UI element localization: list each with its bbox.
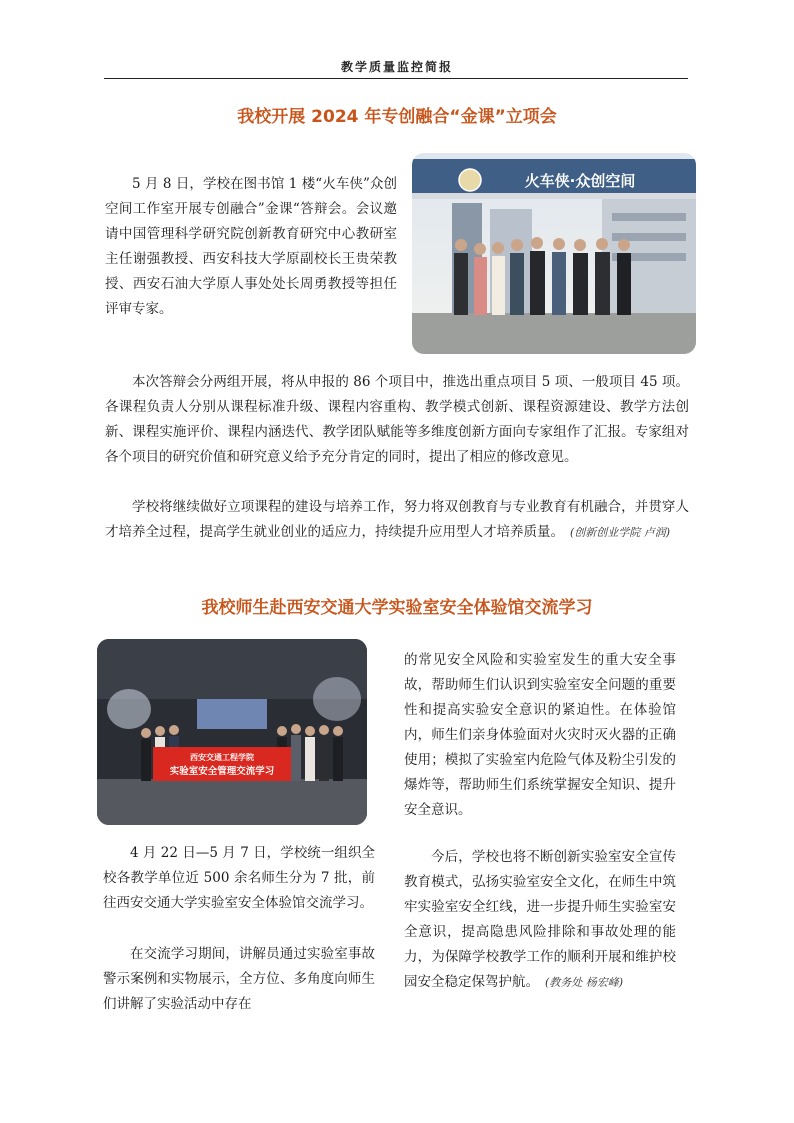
article2-right-para2-block: [404, 845, 676, 995]
article2-signature: (教务处 杨宏峰): [545, 976, 624, 989]
article1-para1: 5 月 8 日，学校在图书馆 1 楼“火车侠”众创空间工作室开展专创融合”金课“答辩会。会议邀请中国管理科学研究院创新教育研究中心教研室主任谢强教授、西安科技大学原副校长王贵荣教授、西安石油大学原人事处处长周勇教授等担任评审专家。: [105, 176, 397, 317]
article1-title: 我校开展 2024 年专创融合“金课”立项会: [237, 107, 557, 127]
article1-photo: [412, 153, 696, 354]
article2-right-para2: 今后，学校也将不断创新实验室安全宣传教育模式，弘扬实验室安全文化，在师生中筑牢实验室安全红线，进一步提升师生实验室安全意识，提高隐患风险排除和事故处理的能力，为保障学校教学工作的顺利开展和维护校园安全稳定保驾护航。: [404, 849, 676, 990]
article1-para2: 本次答辩会分两组开展，将从申报的 86 个项目中，推选出重点项目 5 项、一般项目 45 项。各课程负责人分别从课程标准升级、课程内容重构、教学模式创新、课程资源建设、教学方法创新、课程实施评价、课程内涵迭代、教学团队赋能等多维度创新方面向专家组作了汇报。专家组对各个项目的研究价值和研究意义给予充分肯定的同时，提出了相应的修改意见。: [105, 374, 689, 465]
photo-sign-text: 火车侠·众创空间: [524, 172, 636, 190]
article2-right-para1: 的常见安全风险和实验室发生的重大安全事故，帮助师生们认识到实验室安全问题的重要性和提高实验安全意识的紧迫性。在体验馆内，师生们亲身体验面对火灾时灭火器的正确使用；模拟了实验室内危险气体及粉尘引发的爆炸等，帮助师生们系统掌握安全知识、提升安全意识。: [404, 652, 676, 818]
article1-para3-block: [105, 495, 689, 545]
article2-left-para2: 在交流学习期间，讲解员通过实验室事故警示案例和实物展示，全方位、多角度向师生们讲解了实验活动中存在: [103, 946, 375, 1012]
article1-para3: 学校将继续做好立项课程的建设与培养工作，努力将双创教育与专业教育有机融合，并贯穿人才培养全过程，提高学生就业创业的适应力，持续提升应用型人才培养质量。: [105, 499, 689, 540]
article2-left-para1: 4 月 22 日—5 月 7 日，学校统一组织全校各教学单位近 500 余名师生分为 7 批，前往西安交通大学实验室安全体验馆交流学习。: [103, 845, 375, 911]
article1-signature: (创新创业学院 卢润): [570, 526, 671, 539]
article2-photo: [97, 639, 367, 825]
header-rule: [104, 78, 688, 79]
banner-line1: 西安交通工程学院: [190, 753, 254, 762]
page-header-title: 教学质量监控简报: [340, 60, 453, 74]
banner-line2: 实验室安全管理交流学习: [169, 766, 275, 777]
article2-title: 我校师生赴西安交通大学实验室安全体验馆交流学习: [201, 598, 593, 618]
